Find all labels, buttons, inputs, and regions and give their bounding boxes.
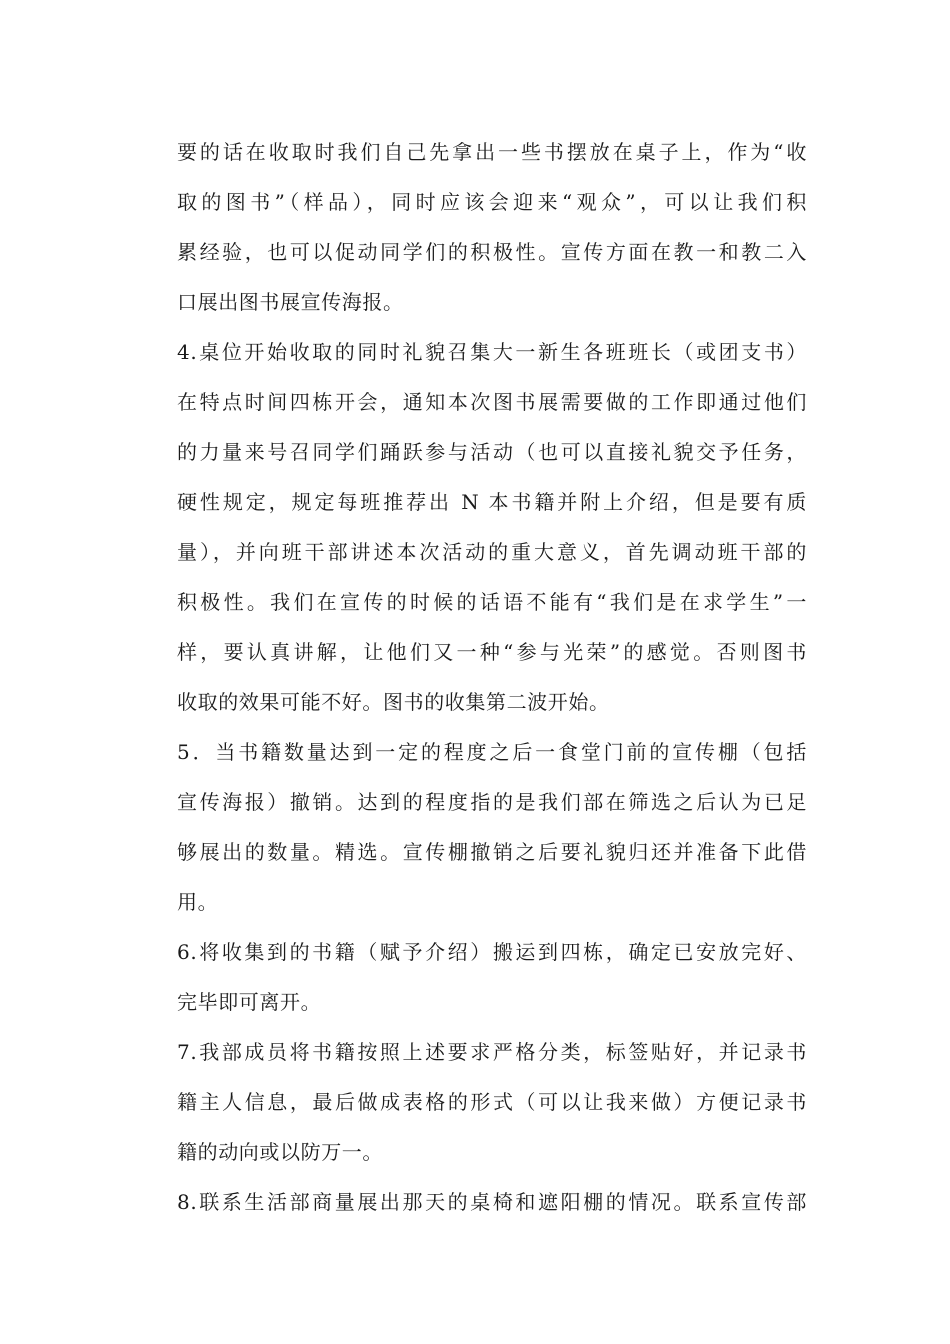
text-line: 完毕即可离开。 (177, 990, 322, 1014)
text-line: 口展出图书展宣传海报。 (177, 290, 404, 314)
text-line: 够展出的数量。精选。宣传棚撤销之后要礼貌归还并准备下此借 (177, 840, 807, 864)
text-line: 量），并向班干部讲述本次活动的重大意义，首先调动班干部的 (177, 540, 807, 564)
text-line: 籍主人信息，最后做成表格的形式（可以让我来做）方便记录书 (177, 1090, 807, 1114)
text-line: 6.将收集到的书籍（赋予介绍）搬运到四栋，确定已安放完好、 (177, 940, 807, 964)
text-line: 样，要认真讲解，让他们又一种“参与光荣”的感觉。否则图书 (177, 640, 807, 664)
text-line: 4.桌位开始收取的同时礼貌召集大一新生各班班长（或团支书） (177, 340, 807, 364)
text-line: 5．当书籍数量达到一定的程度之后一食堂门前的宣传棚（包括 (177, 740, 807, 764)
text-line: 籍的动向或以防万一。 (177, 1140, 383, 1164)
body-text (177, 127, 807, 1227)
text-line: 8.联系生活部商量展出那天的桌椅和遮阳棚的情况。联系宣传部 (177, 1190, 807, 1214)
text-line: 累经验，也可以促动同学们的积极性。宣传方面在教一和教二入 (177, 240, 807, 264)
text-line: 7.我部成员将书籍按照上述要求严格分类，标签贴好，并记录书 (177, 1040, 807, 1064)
text-line: 用。 (177, 890, 219, 914)
text-line: 积极性。我们在宣传的时候的话语不能有“我们是在求学生”一 (177, 590, 807, 614)
text-line: 取的图书”（样品），同时应该会迎来“观众”，可以让我们积 (177, 190, 807, 214)
text-line: 收取的效果可能不好。图书的收集第二波开始。 (177, 690, 610, 714)
text-line: 宣传海报）撤销。达到的程度指的是我们部在筛选之后认为已足 (177, 790, 807, 814)
text-line: 在特点时间四栋开会，通知本次图书展需要做的工作即通过他们 (177, 390, 807, 414)
text-line: 要的话在收取时我们自己先拿出一些书摆放在桌子上，作为“收 (177, 140, 807, 164)
text-line: 硬性规定，规定每班推荐出 N 本书籍并附上介绍，但是要有质 (177, 490, 807, 514)
text-line: 的力量来号召同学们踊跃参与活动（也可以直接礼貌交予任务， (177, 440, 807, 464)
